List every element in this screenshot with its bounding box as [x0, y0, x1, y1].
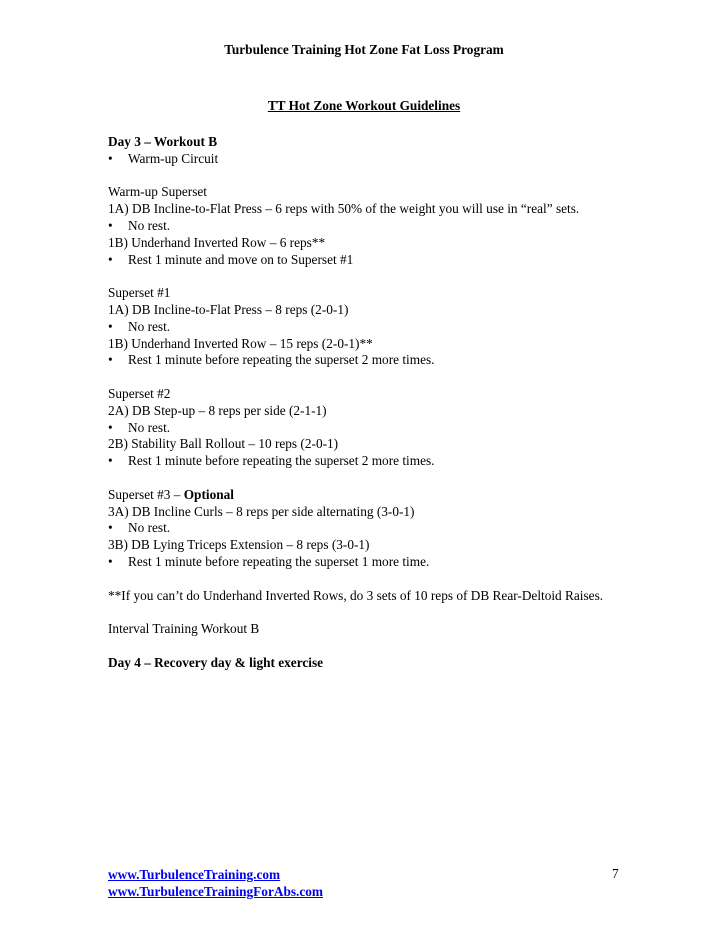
interval-training: Interval Training Workout B — [108, 621, 260, 637]
list-item — [108, 252, 708, 269]
page-title — [0, 98, 728, 114]
superset3-heading-text: Superset #3 – — [108, 486, 184, 502]
bullet-icon: • — [108, 419, 113, 435]
page-footer — [108, 866, 323, 900]
page-title-text: TT Hot Zone Workout Guidelines — [267, 98, 461, 113]
superset1-line-1: 1A) DB Incline-to-Flat Press – 8 reps (2-0-1) — [108, 301, 349, 317]
bullet-icon: • — [108, 217, 113, 233]
bullet-icon: • — [108, 251, 113, 267]
superset3-heading — [108, 487, 708, 504]
list-item — [108, 151, 708, 168]
bullet-icon: • — [108, 453, 113, 469]
bullet-icon: • — [108, 553, 113, 569]
superset1-bullet-1: No rest. — [128, 318, 171, 334]
workout-content — [108, 134, 708, 672]
superset3-line-1: 3A) DB Incline Curls – 8 reps per side alternating (3-0-1) — [108, 503, 415, 519]
superset1-line-2: 1B) Underhand Inverted Row – 15 reps (2-0-1)** — [108, 335, 373, 351]
page-number: 7 — [612, 866, 619, 881]
list-item — [108, 520, 708, 537]
superset2-line-2: 2B) Stability Ball Rollout – 10 reps (2-0-1) — [108, 436, 339, 452]
warmup-heading: Warm-up Superset — [108, 184, 207, 200]
footer-link-turbulence-training[interactable]: www.TurbulenceTraining.com — [108, 867, 281, 882]
superset3-bullet-1: No rest. — [128, 520, 171, 536]
superset2-bullet-2: Rest 1 minute before repeating the superset 2 more times. — [128, 453, 435, 469]
superset2-heading: Superset #2 — [108, 385, 171, 401]
bullet-icon: • — [108, 318, 113, 334]
footer-link-turbulence-training-abs[interactable]: www.TurbulenceTrainingForAbs.com — [108, 884, 323, 899]
list-item — [108, 352, 708, 369]
superset1-heading: Superset #1 — [108, 285, 171, 301]
list-item — [108, 554, 708, 571]
optional-label: Optional — [183, 486, 234, 502]
superset2-bullet-1: No rest. — [128, 419, 171, 435]
footnote: **If you can’t do Underhand Inverted Rows, do 3 sets of 10 reps of DB Rear-Deltoid Raises. — [108, 587, 604, 603]
warmup-line-2: 1B) Underhand Inverted Row – 6 reps** — [108, 234, 326, 250]
bullet-icon: • — [108, 520, 113, 536]
superset2-line-1: 2A) DB Step-up – 8 reps per side (2-1-1) — [108, 402, 327, 418]
day3-bullet: Warm-up Circuit — [128, 150, 219, 166]
warmup-bullet-2: Rest 1 minute and move on to Superset #1 — [128, 251, 354, 267]
warmup-bullet-1: No rest. — [128, 217, 171, 233]
superset3-line-2: 3B) DB Lying Triceps Extension – 8 reps (3-0-1) — [108, 537, 370, 553]
bullet-icon: • — [108, 150, 113, 166]
list-item — [108, 453, 708, 470]
list-item — [108, 319, 708, 336]
list-item — [108, 218, 708, 235]
bullet-icon: • — [108, 352, 113, 368]
list-item — [108, 420, 708, 437]
superset3-bullet-2: Rest 1 minute before repeating the superset 1 more time. — [128, 553, 430, 569]
day3-heading: Day 3 – Workout B — [108, 134, 218, 149]
warmup-line-1: 1A) DB Incline-to-Flat Press – 6 reps with 50% of the weight you will use in “real” sets. — [108, 201, 580, 217]
page-header: Turbulence Training Hot Zone Fat Loss Program — [224, 42, 504, 57]
superset1-bullet-2: Rest 1 minute before repeating the superset 2 more times. — [128, 352, 435, 368]
day4-heading: Day 4 – Recovery day & light exercise — [108, 654, 324, 670]
